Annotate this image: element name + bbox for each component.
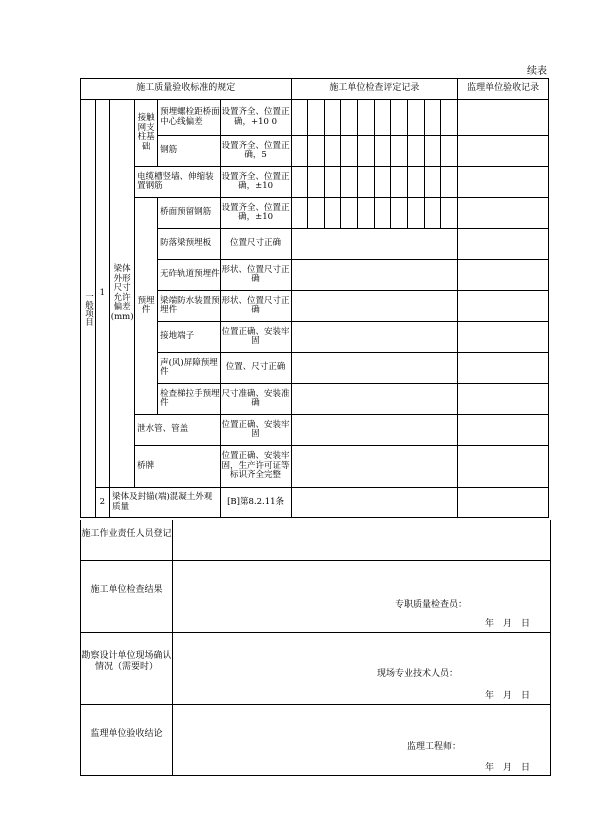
- signature-row-construction: [80, 561, 551, 633]
- record-cell[interactable]: [374, 136, 391, 167]
- record-cell[interactable]: [341, 136, 358, 167]
- record-cell[interactable]: [291, 167, 308, 198]
- supervision-cell[interactable]: [458, 198, 549, 229]
- record-cell[interactable]: [391, 136, 408, 167]
- record-cell[interactable]: [308, 198, 325, 229]
- record-cell[interactable]: [441, 100, 458, 136]
- record-cell-merged[interactable]: [291, 446, 458, 488]
- record-cell[interactable]: [291, 136, 308, 167]
- item-name: 钢筋: [158, 136, 221, 167]
- supervision-cell[interactable]: [458, 488, 549, 518]
- record-cell[interactable]: [358, 100, 375, 136]
- record-cell[interactable]: [324, 100, 341, 136]
- item-requirement: 设置齐全、位置正确，+10 0: [220, 100, 291, 136]
- item-requirement: 位置尺寸正确: [220, 229, 291, 260]
- signature-row-design: [80, 633, 551, 705]
- record-cell[interactable]: [374, 167, 391, 198]
- item-name: 防落梁预埋板: [158, 229, 221, 260]
- item-name: 梁端防水装置预埋件: [158, 291, 221, 322]
- record-cell[interactable]: [308, 136, 325, 167]
- date-label: 年 月 日: [485, 691, 531, 701]
- record-cell[interactable]: [358, 167, 375, 198]
- continued-label: 续表: [527, 66, 547, 77]
- header-supervision-record: 监理单位验收记录: [458, 79, 549, 100]
- record-cell[interactable]: [358, 198, 375, 229]
- inspection-table: [80, 78, 549, 518]
- record-cell-merged[interactable]: [291, 322, 458, 353]
- table-row: [81, 415, 549, 446]
- item-name: 桥牌: [135, 446, 220, 488]
- supervision-cell[interactable]: [458, 446, 549, 488]
- record-cell[interactable]: [341, 198, 358, 229]
- record-cell[interactable]: [441, 198, 458, 229]
- supervision-cell[interactable]: [458, 353, 549, 384]
- supervision-cell[interactable]: [458, 260, 549, 291]
- item-name: 预埋螺栓距桥面中心线偏差: [158, 100, 221, 136]
- supervision-cell[interactable]: [458, 229, 549, 260]
- supervision-cell[interactable]: [458, 384, 549, 415]
- record-cell[interactable]: [424, 136, 441, 167]
- supervision-cell[interactable]: [458, 415, 549, 446]
- record-cell-merged[interactable]: [291, 415, 458, 446]
- record-cell[interactable]: [291, 198, 308, 229]
- item-requirement: 尺寸准确、安装准确: [220, 384, 291, 415]
- item-requirement: 位置正确、安装牢固，生产许可证等标识齐全完整: [220, 446, 291, 488]
- record-cell[interactable]: [391, 198, 408, 229]
- signature-row-personnel: [80, 520, 551, 561]
- signer-label: 专职质量检查员：: [395, 600, 468, 610]
- record-cell-merged[interactable]: [291, 229, 458, 260]
- item-requirement: 形状、位置尺寸正确: [220, 260, 291, 291]
- record-cell-merged[interactable]: [291, 353, 458, 384]
- item-name: 桥面预留钢筋: [158, 198, 221, 229]
- dimension-group-label: 梁体外形尺寸允许偏差(mm): [110, 100, 135, 488]
- record-cell[interactable]: [424, 167, 441, 198]
- signature-row-label: 勘察设计单位现场确认情况（需要时）: [81, 651, 172, 672]
- record-cell[interactable]: [441, 167, 458, 198]
- record-cell[interactable]: [441, 136, 458, 167]
- record-cell[interactable]: [408, 100, 425, 136]
- record-cell[interactable]: [324, 198, 341, 229]
- supervision-cell[interactable]: [458, 322, 549, 353]
- item-name: 接地端子: [158, 322, 221, 353]
- row-number-2: 2: [95, 488, 110, 518]
- record-cell[interactable]: [408, 198, 425, 229]
- item-requirement: 位置正确、安装牢固: [220, 415, 291, 446]
- supervision-cell[interactable]: [458, 136, 549, 167]
- date-label: 年 月 日: [485, 619, 531, 629]
- signature-row-label: 施工作业责任人员登记: [81, 529, 172, 539]
- item-requirement: 形状、位置尺寸正确: [220, 291, 291, 322]
- record-cell-merged[interactable]: [291, 384, 458, 415]
- item-requirement: 设置齐全、位置正确，5: [220, 136, 291, 167]
- table-row: [81, 100, 549, 136]
- record-cell[interactable]: [341, 100, 358, 136]
- item-requirement: 位置正确、安装牢固: [220, 322, 291, 353]
- record-cell[interactable]: [424, 198, 441, 229]
- grounding-label: 接触网支柱基础: [135, 100, 158, 167]
- item-name: 电缆槽竖墙、伸缩装置钢筋: [135, 167, 220, 198]
- record-cell[interactable]: [324, 167, 341, 198]
- item-name: 梁体及封锚(端)混凝土外观质量: [110, 488, 220, 518]
- record-cell[interactable]: [391, 167, 408, 198]
- table-row: [81, 198, 549, 229]
- date-label: 年 月 日: [485, 763, 531, 773]
- record-cell[interactable]: [324, 136, 341, 167]
- record-cell[interactable]: [391, 100, 408, 136]
- general-items-label: 一般项目: [81, 100, 96, 518]
- signer-label: 现场专业技术人员：: [377, 669, 459, 679]
- record-cell-merged[interactable]: [291, 488, 458, 518]
- record-cell[interactable]: [408, 167, 425, 198]
- item-requirement: 设置齐全、位置正确，±10: [220, 167, 291, 198]
- item-requirement: [B]第8.2.11条: [220, 488, 291, 518]
- item-requirement: 位置、尺寸正确: [220, 353, 291, 384]
- table-header-row: [81, 79, 549, 100]
- item-requirement: 设置齐全、位置正确，±10: [220, 198, 291, 229]
- header-construction-record: 施工单位检查评定记录: [291, 79, 458, 100]
- signer-label: 监理工程师：: [407, 742, 462, 752]
- header-standard: 施工质量验收标准的规定: [81, 79, 292, 100]
- record-cell[interactable]: [308, 167, 325, 198]
- table-row: [81, 488, 549, 518]
- item-name: 声(风)屏障预埋件: [158, 353, 221, 384]
- signature-row-label: 监理单位验收结论: [90, 729, 163, 739]
- item-name: 无砟轨道预埋件: [158, 260, 221, 291]
- record-cell[interactable]: [341, 167, 358, 198]
- embedded-label: 预埋件: [135, 198, 158, 415]
- record-cell[interactable]: [308, 100, 325, 136]
- record-cell-merged[interactable]: [291, 260, 458, 291]
- signature-field[interactable]: [173, 520, 550, 560]
- record-cell[interactable]: [374, 100, 391, 136]
- row-number-1: 1: [95, 100, 110, 488]
- table-row: [81, 446, 549, 488]
- record-cell[interactable]: [374, 198, 391, 229]
- supervision-cell[interactable]: [458, 100, 549, 136]
- supervision-cell[interactable]: [458, 291, 549, 322]
- record-cell[interactable]: [358, 136, 375, 167]
- record-cell[interactable]: [291, 100, 308, 136]
- item-name: 检查梯拉手预埋件: [158, 384, 221, 415]
- table-row: [81, 167, 549, 198]
- signature-row-supervision: [80, 705, 551, 776]
- record-cell-merged[interactable]: [291, 291, 458, 322]
- signature-row-label: 施工单位检查结果: [90, 585, 163, 595]
- supervision-cell[interactable]: [458, 167, 549, 198]
- record-cell[interactable]: [408, 136, 425, 167]
- item-name: 泄水管、管盖: [135, 415, 220, 446]
- record-cell[interactable]: [424, 100, 441, 136]
